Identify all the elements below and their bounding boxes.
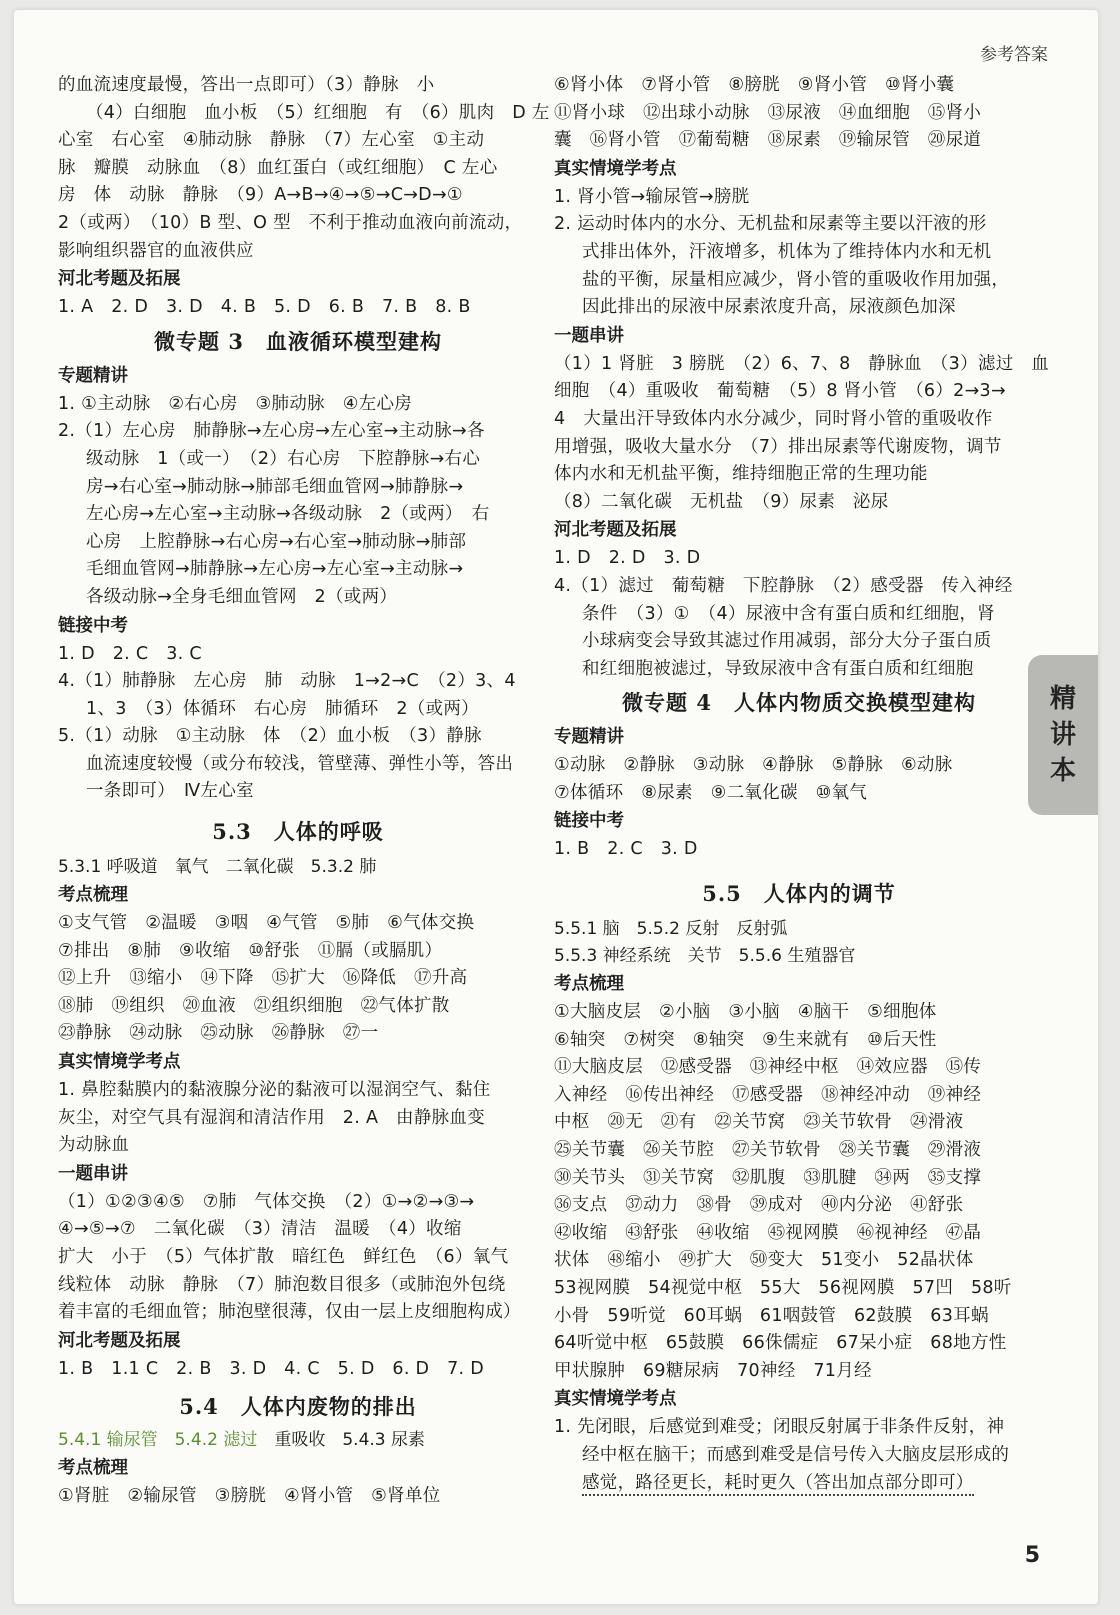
text-line: 心室 右心室 ④肺动脉 静脉 （7）左心室 ①主动 <box>58 130 485 151</box>
text-line: 各级动脉→全身毛细血管网 2（或两） <box>86 586 398 607</box>
text-line: 用增强，吸收大量水分 （7）排出尿素等代谢废物，调节 <box>554 436 1002 457</box>
text-line: 1. 鼻腔黏膜内的黏液腺分泌的黏液可以湿润空气、黏住 <box>58 1080 491 1101</box>
text-line: 4.（1）滤过 葡萄糖 下腔静脉 （2）感受器 传入神经 <box>554 575 1013 596</box>
section-heading: 链接中考 <box>554 811 624 832</box>
text-line: 状体 ㊽缩小 ㊾扩大 ㊿变大 51变小 52晶状体 <box>554 1250 974 1271</box>
text-line: 中枢 ⑳无 ㉑有 ㉒关节窝 ㉓关节软骨 ㉔滑液 <box>554 1112 964 1133</box>
chapter-title: 5.3 人体的呼吸 <box>212 819 384 845</box>
text-line: 2.（1）左心房 肺静脉→左心房→左心室→主动脉→各 <box>58 421 485 442</box>
answer-line: 1. D 2. D 3. D <box>554 548 701 569</box>
section-heading: 真实情境学考点 <box>58 1052 181 1073</box>
section-heading: 一题串讲 <box>58 1163 128 1184</box>
section-number-highlight: 5.4.2 滤过 <box>174 1430 275 1451</box>
text-line: 毛细血管网→肺静脉→左心房→左心室→主动脉→ <box>86 559 464 580</box>
text-line: （8）二氧化碳 无机盐 （9）尿素 泌尿 <box>554 491 889 512</box>
text-line: 脉 瓣膜 动脉血 （8）血红蛋白（或红细胞） C 左心 <box>58 157 498 178</box>
text-line: ⑪肾小球 ⑫出球小动脉 ⑬尿液 ⑭血细胞 ⑮肾小 <box>554 102 982 123</box>
text-line: 细胞 （4）重吸收 葡萄糖 （5）8 肾小管 （6）2→3→ <box>554 381 1006 402</box>
text-line: ⑱肺 ⑲组织 ⑳血液 ㉑组织细胞 ㉒气体扩散 <box>58 995 450 1016</box>
section-numbers: 5.3.1 呼吸道 氧气 二氧化碳 5.3.2 肺 <box>58 857 377 878</box>
section-numbers: 5.5.1 脑 5.5.2 反射 反射弧 <box>554 919 788 940</box>
text-line: 左心房→左心室→主动脉→各级动脉 2（或两） 右 <box>86 504 490 525</box>
section-heading: 真实情境学考点 <box>554 1389 677 1410</box>
answer-line: 1. D 2. C 3. C <box>58 643 202 664</box>
text-line: 式排出体外，汗液增多，机体为了维持体内水和无机 <box>582 241 992 262</box>
section-heading: 链接中考 <box>58 615 128 636</box>
text-line: ①肾脏 ②输尿管 ③膀胱 ④肾小管 ⑤肾单位 <box>58 1486 441 1507</box>
section-heading: 考点梳理 <box>58 885 128 906</box>
text-line: 1、3 （3）体循环 右心房 肺循环 2（或两） <box>86 698 479 719</box>
text-line: 53视网膜 54视觉中枢 55大 56视网膜 57凹 58听 <box>554 1278 1012 1298</box>
emphasis-dotted-text: 感觉，路径更长，耗时更久（答出加点部分即可） <box>582 1473 974 1496</box>
text-line: 2. 运动时体内的水分、无机盐和尿素等主要以汗液的形 <box>554 214 987 235</box>
left-column <box>58 72 550 1511</box>
section-numbers <box>58 1427 538 1454</box>
page-number: 5 <box>1024 1543 1040 1568</box>
chapter-title: 5.4 人体内废物的排出 <box>179 1394 417 1420</box>
text-line: 灰尘，对空气具有湿润和清洁作用 2. A 由静脉血变 <box>58 1107 486 1128</box>
text-line: ⑥肾小体 ⑦肾小管 ⑧膀胱 ⑨肾小管 ⑩肾小囊 <box>554 75 955 95</box>
text-line: 和红细胞被滤过，导致尿液中含有蛋白质和红细胞 <box>582 658 974 679</box>
section-number-highlight: 5.4.1 输尿管 <box>58 1430 175 1451</box>
text-line: 64听觉中枢 65鼓膜 66侏儒症 67呆小症 68地方性 <box>554 1333 1007 1354</box>
text-line <box>554 1470 1044 1498</box>
text-line: ㉚关节头 ㉛关节窝 ㉜肌腹 ㉝肌腱 ㉞两 ㉟支撑 <box>554 1167 982 1188</box>
text-line: 小球病变会导致其滤过作用减弱，部分大分子蛋白质 <box>582 631 992 652</box>
text-line: ㊱支点 ㊲动力 ㊳骨 ㊴成对 ㊵内分泌 ㊶舒张 <box>554 1195 964 1216</box>
text-line: 5.（1）动脉 ①主动脉 体 （2）血小板 （3）静脉 <box>58 726 482 747</box>
text-line: 入神经 ⑯传出神经 ⑰感受器 ⑱神经冲动 ⑲神经 <box>554 1084 982 1105</box>
micro-topic-title: 微专题 4 人体内物质交换模型建构 <box>622 690 976 716</box>
text-line: 线粒体 动脉 静脉 （7）肺泡数目很多（或肺泡外包绕 <box>58 1274 506 1295</box>
micro-topic-title: 微专题 3 血液循环模型建构 <box>154 328 442 354</box>
section-heading: 专题精讲 <box>554 727 624 748</box>
text-line: 盐的平衡，尿量相应减少，肾小管的重吸收作用加强， <box>582 269 1010 290</box>
text-line: 甲状腺肿 69糖尿病 70神经 71月经 <box>554 1360 872 1381</box>
answer-line: 1. A 2. D 3. D 4. B 5. D 6. B 7. B 8. B <box>58 297 471 318</box>
section-heading: 真实情境学考点 <box>554 158 677 179</box>
text-line: 房 体 动脉 静脉 （9）A→B→④→⑤→C→D→① <box>58 185 463 206</box>
answer-page <box>14 10 1098 1604</box>
text-line: 2（或两） （10）B 型、O 型 不利于推动血液向前流动， <box>58 212 523 233</box>
section-number-text: 重吸收 5.4.3 尿素 <box>274 1430 426 1451</box>
text-line: ㉕关节囊 ㉖关节腔 ㉗关节软骨 ㉘关节囊 ㉙滑液 <box>554 1140 982 1161</box>
text-line: 血流速度较慢（或分布较浅，管壁薄、弹性小等，答出 <box>86 753 514 774</box>
section-heading: 考点梳理 <box>58 1458 128 1479</box>
text-line: ㊷收缩 ㊸舒张 ㊹收缩 ㊺视网膜 ㊻视神经 ㊼晶 <box>554 1222 982 1243</box>
text-line: 体内水和无机盐平衡，维持细胞正常的生理功能 <box>554 464 928 485</box>
text-line: ①动脉 ②静脉 ③动脉 ④静脉 ⑤静脉 ⑥动脉 <box>554 755 953 776</box>
text-line: ⑥轴突 ⑦树突 ⑧轴突 ⑨生来就有 ⑩后天性 <box>554 1029 937 1050</box>
text-line: 囊 ⑯肾小管 ⑰葡萄糖 ⑱尿素 ⑲输尿管 ⑳尿道 <box>554 130 982 151</box>
text-line: 小骨 59听觉 60耳蜗 61咽鼓管 62鼓膜 63耳蜗 <box>554 1305 989 1326</box>
text-line: 影响组织器官的血液供应 <box>58 240 254 261</box>
text-line: 1. 先闭眼，后感觉到难受；闭眼反射属于非条件反射，神 <box>554 1417 1005 1438</box>
text-line: ⑦排出 ⑧肺 ⑨收缩 ⑩舒张 ⑪膈（或膈肌） <box>58 940 443 961</box>
text-line: 扩大 小于 （5）气体扩散 暗红色 鲜红色 （6）氧气 <box>58 1247 509 1267</box>
chapter-title: 5.5 人体内的调节 <box>702 881 896 907</box>
text-line: （1）①②③④⑤ ⑦肺 气体交换 （2）①→②→③→ <box>58 1191 475 1212</box>
text-line: 为动脉血 <box>58 1135 130 1156</box>
text-line: ⑫上升 ⑬缩小 ⑭下降 ⑮扩大 ⑯降低 ⑰升高 <box>58 968 468 989</box>
text-line: 1. ①主动脉 ②右心房 ③肺动脉 ④左心房 <box>58 393 413 414</box>
section-heading: 河北考题及拓展 <box>58 1330 181 1351</box>
section-heading: 河北考题及拓展 <box>554 520 677 541</box>
text-line: 的血流速度最慢，答出一点即可）（3）静脉 小 <box>58 75 435 95</box>
text-line: 级动脉 1（或一） （2）右心房 下腔静脉→右心 <box>86 448 481 469</box>
side-tab-char: 讲 <box>1049 720 1076 750</box>
section-numbers: 5.5.3 神经系统 关节 5.5.6 生殖器官 <box>554 946 856 967</box>
side-tab-char: 精 <box>1049 684 1076 714</box>
text-line: 条件 （3）① （4）尿液中含有蛋白质和红细胞，肾 <box>582 603 995 624</box>
text-line: 4.（1）肺静脉 左心房 肺 动脉 1→2→C （2）3、4 <box>58 671 516 692</box>
header-label: 参考答案 <box>980 45 1048 65</box>
right-column <box>554 72 1050 1497</box>
text-line: 着丰富的毛细血管；肺泡壁很薄，仅由一层上皮细胞构成） <box>58 1302 521 1323</box>
text-line: 1. 肾小管→输尿管→膀胱 <box>554 186 750 207</box>
section-heading: 专题精讲 <box>58 365 128 386</box>
side-tab-jingjiangben <box>1028 655 1098 815</box>
text-line: （4）白细胞 血小板 （5）红细胞 有 （6）肌肉 D 左 <box>86 102 550 123</box>
text-line: ①支气管 ②温暖 ③咽 ④气管 ⑤肺 ⑥气体交换 <box>58 913 475 934</box>
section-heading: 一题串讲 <box>554 325 624 346</box>
side-tab-char: 本 <box>1049 756 1076 786</box>
text-line: （1）1 肾脏 3 膀胱 （2）6、7、8 静脉血 （3）滤过 血 <box>554 353 1050 374</box>
section-heading: 河北考题及拓展 <box>58 269 181 290</box>
text-line: 心房 上腔静脉→右心房→右心室→肺动脉→肺部 <box>86 531 467 552</box>
text-line: 一条即可） Ⅳ左心室 <box>86 781 254 802</box>
text-line: ⑪大脑皮层 ⑫感受器 ⑬神经中枢 ⑭效应器 ⑮传 <box>554 1057 982 1078</box>
text-line: ④→⑤→⑦ 二氧化碳 （3）清洁 温暖 （4）收缩 <box>58 1219 462 1240</box>
answer-line: 1. B 2. C 3. D <box>554 839 698 860</box>
text-line: ①大脑皮层 ②小脑 ③小脑 ④脑干 ⑤细胞体 <box>554 1002 937 1023</box>
section-heading: 考点梳理 <box>554 974 624 995</box>
text-line: ㉓静脉 ㉔动脉 ㉕动脉 ㉖静脉 ㉗一 <box>58 1023 379 1044</box>
answer-line: 1. B 1.1 C 2. B 3. D 4. C 5. D 6. D 7. D <box>58 1358 485 1379</box>
text-line: ⑦体循环 ⑧尿素 ⑨二氧化碳 ⑩氧气 <box>554 782 868 803</box>
text-line: 因此排出的尿液中尿素浓度升高，尿液颜色加深 <box>582 297 956 318</box>
text-line: 房→右心室→肺动脉→肺部毛细血管网→肺静脉→ <box>86 476 464 497</box>
text-line: 经中枢在脑干；而感到难受是信号传入大脑皮层形成的 <box>582 1444 1010 1465</box>
text-line: 4 大量出汗导致体内水分减少，同时肾小管的重吸收作 <box>554 408 993 429</box>
